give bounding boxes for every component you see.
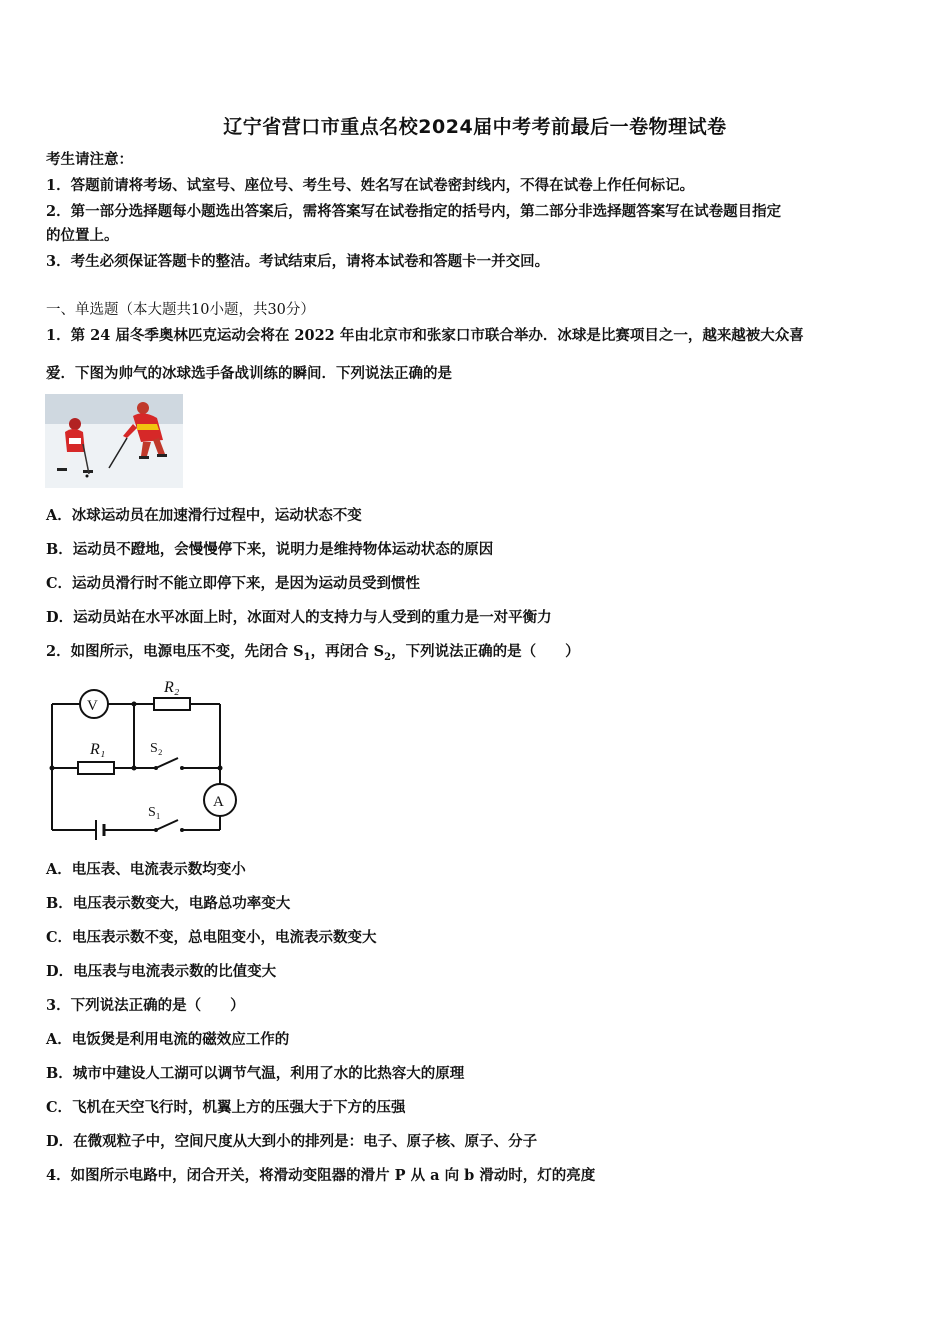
notice-item-3: 3．考生必须保证答题卡的整洁。考试结束后，请将本试卷和答题卡一并交回。 xyxy=(46,253,550,270)
q2-stem-c: ，下列说法正确的是（ ） xyxy=(391,643,580,660)
r1-label: R₁ xyxy=(90,741,106,758)
voltmeter-label: V xyxy=(87,698,98,714)
q2-stem-a: 2．如图所示，电源电压不变，先闭合 S xyxy=(46,643,304,660)
notice-item-2: 2．第一部分选择题每小题选出答案后，需将答案写在试卷指定的括号内，第二部分非选择题答案写在试卷题目指定 xyxy=(46,203,782,220)
q1-option-c: C．运动员滑行时不能立即停下来，是因为运动员受到惯性 xyxy=(46,575,421,592)
q4-stem: 4．如图所示电路中，闭合开关，将滑动变阻器的滑片 P 从 a 向 b 滑动时，灯的亮度 xyxy=(46,1167,596,1184)
s1-label: S₁ xyxy=(148,805,161,820)
r2-label: R₂ xyxy=(164,679,180,696)
ice-hockey-illustration xyxy=(45,394,183,488)
q2-option-b: B．电压表示数变大，电路总功率变大 xyxy=(46,895,291,912)
q2-sub-s1: 1 xyxy=(303,651,311,663)
q1-option-d: D．运动员站在水平冰面上时，冰面对人的支持力与人受到的重力是一对平衡力 xyxy=(46,609,552,626)
section-heading: 一、单选题（本大题共10小题，共30分） xyxy=(46,302,315,318)
q3-option-d: D．在微观粒子中，空间尺度从大到小的排列是：电子、原子核、原子、分子 xyxy=(46,1133,538,1150)
notice-item-1: 1．答题前请将考场、试室号、座位号、考生号、姓名写在试卷密封线内，不得在试卷上作任何标记。 xyxy=(46,177,695,194)
q1-stem-line1: 1．第 24 届冬季奥林匹克运动会将在 2022 年由北京市和张家口市联合举办．冰球是比赛项目之一，越来越被大众喜 xyxy=(46,327,804,344)
circuit-diagram xyxy=(44,676,244,840)
notice-item-2-cont: 的位置上。 xyxy=(46,227,119,244)
q2-option-c: C．电压表示数不变，总电阻变小，电流表示数变大 xyxy=(46,929,377,946)
q3-option-c: C．飞机在天空飞行时，机翼上方的压强大于下方的压强 xyxy=(46,1099,406,1116)
q1-option-a: A．冰球运动员在加速滑行过程中，运动状态不变 xyxy=(46,507,362,524)
q3-option-a: A．电饭煲是利用电流的磁效应工作的 xyxy=(46,1031,290,1048)
q2-option-d: D．电压表与电流表示数的比值变大 xyxy=(46,963,277,980)
q3-stem: 3．下列说法正确的是（ ） xyxy=(46,997,245,1014)
ammeter-label: A xyxy=(213,794,224,810)
s2-label: S₂ xyxy=(150,741,163,756)
ice-hockey-photo xyxy=(45,394,183,488)
q1-option-b: B．运动员不蹬地，会慢慢停下来，说明力是维持物体运动状态的原因 xyxy=(46,541,494,558)
q2-stem-b: ，再闭合 S xyxy=(310,643,385,660)
q2-option-a: A．电压表、电流表示数均变小 xyxy=(46,861,246,878)
q3-option-b: B．城市中建设人工湖可以调节气温，利用了水的比热容大的原理 xyxy=(46,1065,465,1082)
exam-title: 辽宁省营口市重点名校2024届中考考前最后一卷物理试卷 xyxy=(223,116,727,138)
q2-stem xyxy=(46,642,580,668)
notice-heading: 考生请注意： xyxy=(46,151,133,168)
q1-stem-line2: 爱．下图为帅气的冰球选手备战训练的瞬间．下列说法正确的是 xyxy=(46,365,452,382)
q2-sub-s2: 2 xyxy=(384,651,392,663)
